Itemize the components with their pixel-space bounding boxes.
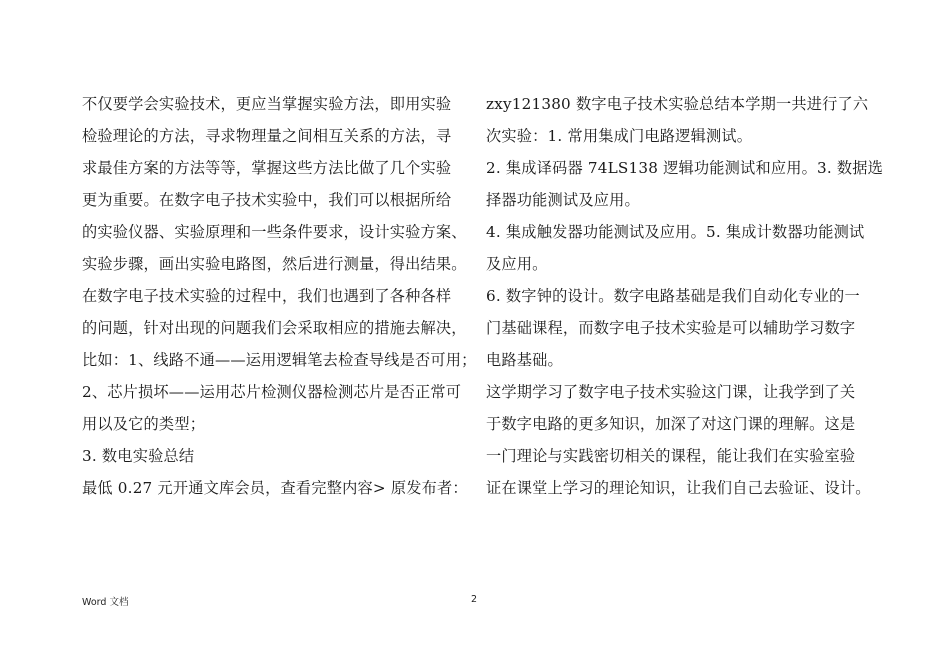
text-line: 最低 0.27 元开通文库会员，查看完整内容> 原发布者： xyxy=(82,479,468,497)
text-line: 2、芯片损坏——运用芯片检测仪器检测芯片是否正常可 xyxy=(82,383,462,401)
text-line: 在数字电子技术实验的过程中，我们也遇到了各种各样 xyxy=(82,287,452,305)
text-line: 的实验仪器、实验原理和一些条件要求，设计实验方案、 xyxy=(82,223,467,241)
text-line: 求最佳方案的方法等等，掌握这些方法比做了几个实验 xyxy=(82,159,452,177)
text-line: 不仅要学会实验技术，更应当掌握实验方法，即用实验 xyxy=(82,95,452,113)
text-line: 的问题，针对出现的问题我们会采取相应的措施去解决， xyxy=(82,319,467,337)
text-line: 2. 集成译码器 74LS138 逻辑功能测试和应用。3. 数据选 xyxy=(486,159,884,177)
text-line: 一门理论与实践密切相关的课程，能让我们在实验室验 xyxy=(486,447,856,465)
text-line: 门基础课程，而数字电子技术实验是可以辅助学习数字 xyxy=(486,319,856,337)
text-line: 用以及它的类型； xyxy=(82,415,206,433)
text-line: 于数字电路的更多知识，加深了对这门课的理解。这是 xyxy=(486,415,856,433)
page-number: 2 xyxy=(471,594,478,605)
text-line: 更为重要。在数字电子技术实验中，我们可以根据所给 xyxy=(82,191,452,209)
text-line: zxy121380 数字电子技术实验总结本学期一共进行了六 xyxy=(486,95,869,113)
text-line: 及应用。 xyxy=(486,255,548,273)
text-line: 比如：1、线路不通——运用逻辑笔去检查导线是否可用； xyxy=(82,351,477,369)
text-line: 择器功能测试及应用。 xyxy=(486,191,640,209)
text-line: 证在课堂上学习的理论知识，让我们自己去验证、设计。 xyxy=(486,479,871,497)
footer-doc-label: Word 文档 xyxy=(82,597,129,608)
right-column xyxy=(486,88,884,504)
text-line: 检验理论的方法，寻求物理量之间相互关系的方法，寻 xyxy=(82,127,452,145)
text-line: 这学期学习了数字电子技术实验这门课，让我学到了关 xyxy=(486,383,856,401)
left-column xyxy=(82,88,477,504)
text-line: 实验步骤，画出实验电路图，然后进行测量，得出结果。 xyxy=(82,255,467,273)
section-heading: 3. 数电实验总结 xyxy=(82,447,195,465)
text-line: 次实验：1. 常用集成门电路逻辑测试。 xyxy=(486,127,753,145)
text-line: 4. 集成触发器功能测试及应用。5. 集成计数器功能测试 xyxy=(486,223,865,241)
text-line: 6. 数字钟的设计。数字电路基础是我们自动化专业的一 xyxy=(486,287,860,305)
text-line: 电路基础。 xyxy=(486,351,563,369)
